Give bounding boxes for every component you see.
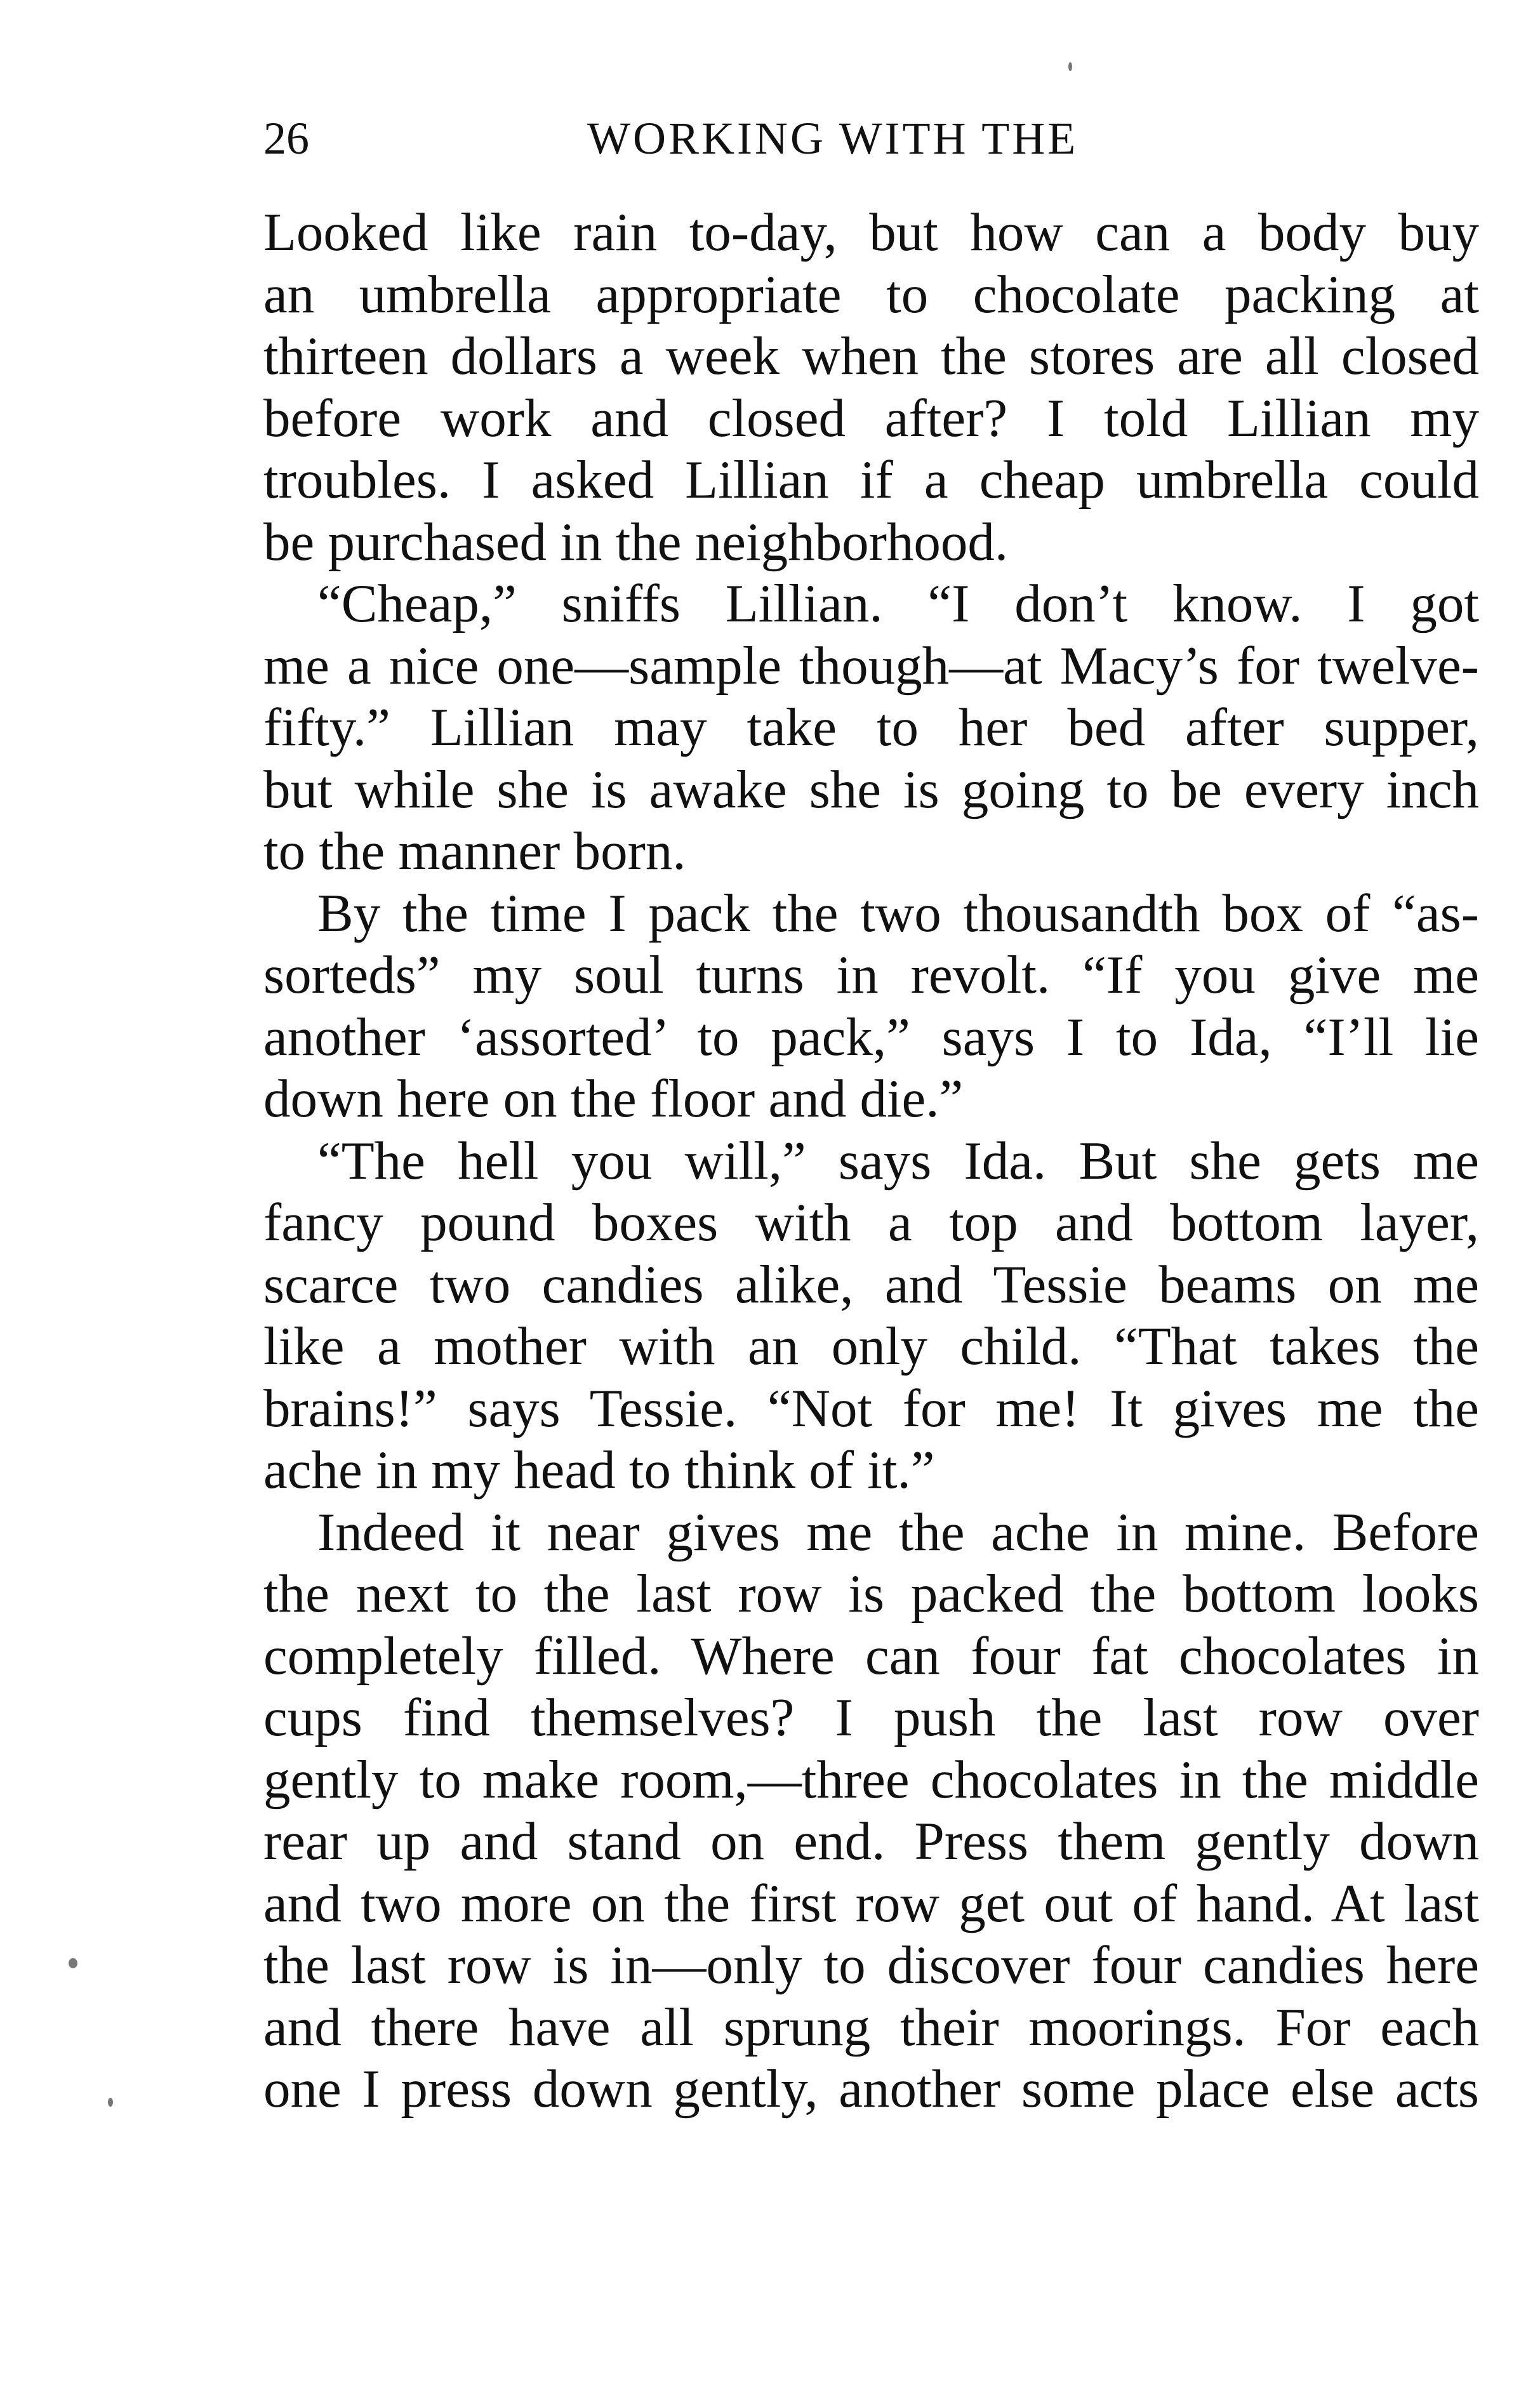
text-line: one I press down gently, another some place else acts <box>263 2059 1479 2119</box>
body-text <box>263 202 1479 2121</box>
text-line: but while she is awake she is going to be every inch <box>263 759 1479 819</box>
text-line: “The hell you will,” says Ida. But she gets me <box>317 1130 1479 1191</box>
text-line: By the time I pack the two thousandth box of “as- <box>317 883 1479 943</box>
text-line: thirteen dollars a week when the stores are all closed <box>263 326 1479 386</box>
scan-speck <box>69 1958 77 1968</box>
text-line: like a mother with an only child. “That takes the <box>263 1316 1479 1376</box>
text-line: sorteds” my soul turns in revolt. “If you give me <box>263 945 1479 1005</box>
text-line: an umbrella appropriate to chocolate packing at <box>263 264 1479 324</box>
text-line: the last row is in—only to discover four candies here <box>263 1935 1479 1995</box>
text-line: ache in my head to think of it.” <box>263 1440 935 1500</box>
text-line: fifty.” Lillian may take to her bed after supper, <box>263 698 1479 757</box>
text-line: me a nice one—sample though—at Macy’s for twelve- <box>263 635 1479 696</box>
text-line: another ‘assorted’ to pack,” says I to Ida, “I’ll lie <box>263 1007 1479 1067</box>
text-line: “Cheap,” sniffs Lillian. “I don’t know. I got <box>317 574 1479 633</box>
text-line: fancy pound boxes with a top and bottom layer, <box>263 1193 1479 1252</box>
text-line: completely filled. Where can four fat chocolates in <box>263 1626 1479 1686</box>
text-line: to the manner born. <box>263 821 686 881</box>
text-line: brains!” says Tessie. “Not for me! It gives me the <box>263 1378 1479 1438</box>
text-line: Looked like rain to-day, but how can a body buy <box>263 202 1479 262</box>
scan-speck <box>1068 62 1072 71</box>
text-line: gently to make room,—three chocolates in the middle <box>263 1749 1479 1810</box>
text-line: rear up and stand on end. Press them gently down <box>263 1812 1479 1871</box>
scan-speck <box>108 2098 113 2107</box>
text-line: the next to the last row is packed the bottom looks <box>263 1564 1479 1624</box>
page-header <box>263 113 1479 192</box>
text-line: troubles. I asked Lillian if a cheap umbrella could <box>263 450 1479 510</box>
text-line: and there have all sprung their moorings. For each <box>263 1997 1479 2057</box>
text-line: down here on the floor and die.” <box>263 1069 964 1129</box>
text-line: be purchased in the neighborhood. <box>263 512 1009 572</box>
text-line: before work and closed after? I told Lillian my <box>263 388 1479 448</box>
text-line: cups find themselves? I push the last row over <box>263 1688 1479 1747</box>
running-head: WORKING WITH THE <box>587 113 1079 164</box>
text-line: Indeed it near gives me the ache in mine. Before <box>317 1502 1479 1562</box>
text-line: and two more on the first row get out of hand. At last <box>263 1873 1479 1933</box>
text-line: scarce two candies alike, and Tessie beams on me <box>263 1254 1479 1315</box>
page-number: 26 <box>263 113 309 164</box>
